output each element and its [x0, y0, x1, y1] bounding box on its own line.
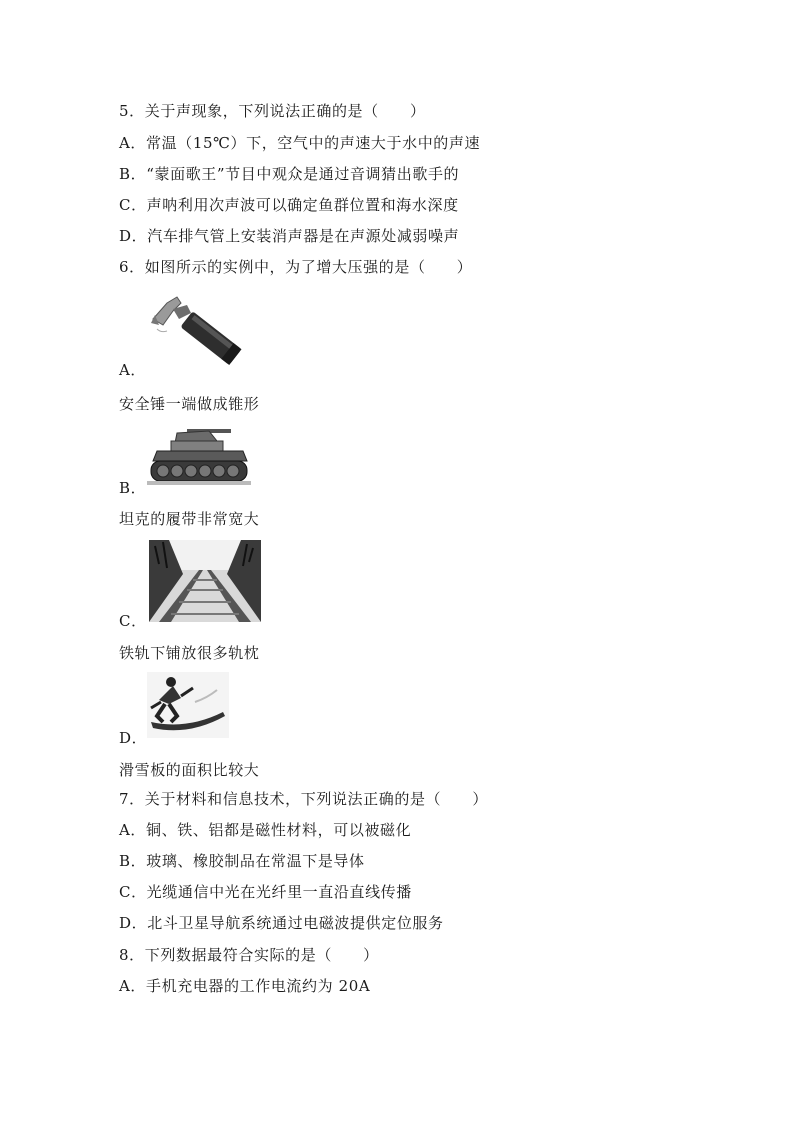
q6-option-a-letter: A． [119, 361, 147, 379]
q6-option-d-letter: D． [119, 729, 148, 747]
q7-option-d: D．北斗卫星导航系统通过电磁波提供定位服务 [119, 914, 444, 932]
q5-option-d: D．汽车排气管上安装消声器是在声源处减弱噪声 [119, 227, 460, 245]
q7-option-a: A．铜、铁、铝都是磁性材料，可以被磁化 [119, 821, 412, 839]
q7-stem: 7．关于材料和信息技术，下列说法正确的是（ ） [119, 790, 488, 808]
q8-stem: 8．下列数据最符合实际的是（ ） [119, 946, 379, 964]
q8-option-a: A．手机充电器的工作电流约为 20A [119, 977, 371, 995]
q6-option-c-caption: 铁轨下铺放很多轨枕 [119, 644, 260, 662]
snowboarder-image [147, 672, 229, 738]
tank-image [147, 425, 251, 487]
q6-option-b-letter: B． [119, 479, 147, 497]
q6-stem: 6．如图所示的实例中，为了增大压强的是（ ） [119, 258, 473, 276]
q7-option-b: B．玻璃、橡胶制品在常温下是导体 [119, 852, 365, 870]
q5-option-a: A．常温（15℃）下，空气中的声速大于水中的声速 [119, 134, 481, 152]
q6-option-d-caption: 滑雪板的面积比较大 [119, 761, 260, 779]
q6-option-b-caption: 坦克的履带非常宽大 [119, 510, 260, 528]
q5-option-b: B．“蒙面歌王”节目中观众是通过音调猜出歌手的 [119, 165, 460, 183]
q5-option-c: C．声呐利用次声波可以确定鱼群位置和海水深度 [119, 196, 459, 214]
q6-option-c-letter: C． [119, 612, 147, 630]
q5-stem: 5．关于声现象，下列说法正确的是（ ） [119, 102, 426, 120]
railway-track-image [149, 540, 261, 622]
q6-option-a-caption: 安全锤一端做成锥形 [119, 395, 260, 413]
q7-option-c: C．光缆通信中光在光纤里一直沿直线传播 [119, 883, 412, 901]
safety-hammer-image [147, 289, 247, 367]
